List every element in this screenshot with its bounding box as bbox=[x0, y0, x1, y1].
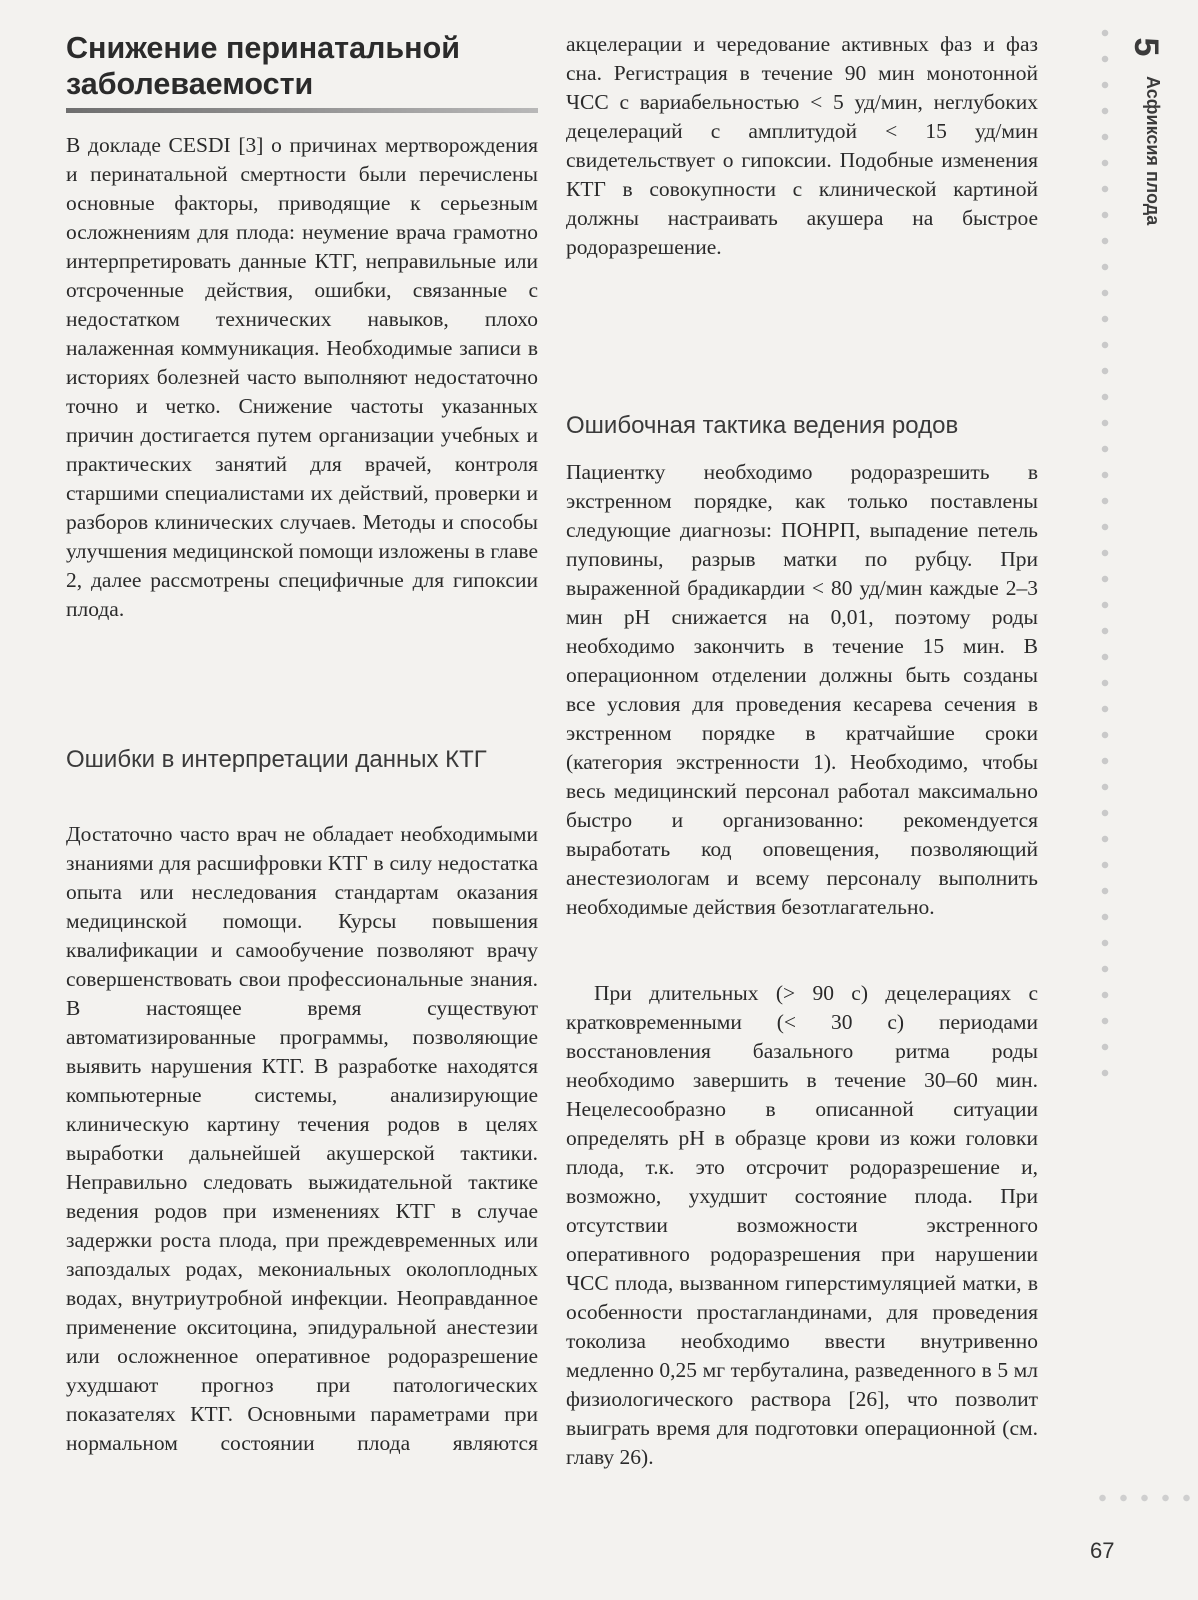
section-heading: Снижение перинатальной заболеваемости bbox=[66, 31, 460, 101]
paragraph-ktg-errors-continued: акцелерации и чередование активных фаз и фаз сна. Регистрация в течение 90 мин монотонной ЧСС с вариабельностью < 5 уд/мин, неглубоких децелераций с амплитудой < 15 уд/мин свидетельствует о гипоксии. Подобные изменения КТГ в совокупности с клинической картиной должны настраивать акушера на быстрое родоразрешение. bbox=[566, 32, 1038, 259]
paragraph-ktg-errors: Достаточно часто врач не обладает необходимыми знаниями для расшифровки КТГ в силу недостатка опыта или неследования стандартам оказания медицинской помощи. Курсы повышения квалификации и самообучение позволяют врачу совершенствовать свои профессиональные знания. В настоящее время существуют автоматизированные программы, позволяющие выявить нарушения КТГ. В разработке находятся компьютерные системы, анализирующие клиническую картину течения родов в целях выработки дальнейшей акушерской тактики. Неправильно следовать выжидательной тактике ведения родов при изменениях КТГ в случае задержки роста плода, при преждевременных или запоздалых родах, мекониальных околоплодных водах, внутриутробной инфекции. Неоправданное применение окситоцина, эпидуральной анестезии или осложненное оперативное родоразрешение ухудшают прогноз при патологических показателях КТГ. Основными параметрами при нормальном состоянии плода являются bbox=[66, 822, 538, 1455]
chapter-number: 5 bbox=[1127, 37, 1165, 57]
chapter-title: Асфиксия плода bbox=[1143, 76, 1163, 226]
paragraph-cesdi: В докладе CESDI [3] о причинах мертворождения и перинатальной смертности были перечислены основные факторы, приводящие к серьезным осложнениям для плода: неумение врача грамотно интерпретировать данные КТГ, неправильные или отсроченные действия, ошибки, связанные с недостатком технических навыков, плохо налаженная коммуникация. Необходимые записи в историях болезней часто выполняют недостаточно точно и четко. Снижение частоты указанных причин достигается путем организации учебных и практических занятий для врачей, контроля старшими специалистами их действий, проверки и разборов клинических случаев. Методы и способы улучшения медицинской помощи изложены в главе 2, далее рассмотрены специфичные для гипоксии плода. bbox=[66, 133, 538, 621]
paragraph-emergency-delivery: Пациентку необходимо родоразрешить в экстренном порядке, как только поставлены следующие диагнозы: ПОНРП, выпадение петель пуповины, разрыв матки по рубцу. При выраженной брадикардии < 80 уд/мин каждые 2–3 мин pH снижается на 0,01, поэтому роды необходимо закончить в течение 15 мин. В операционном отделении должны быть созданы все условия для проведения кесарева сечения в экстренном порядке в кратчайшие сроки (категория экстренности 1). Необходимо, чтобы весь медицинский персонал работал максимально быстро и организованно: рекомендуется выработать код оповещения, позволяющий анестезиологам и всему персоналу выполнить необходимые действия безотлагательно. bbox=[566, 460, 1038, 919]
margin-dots-decoration bbox=[1100, 20, 1110, 1080]
heading-rule bbox=[66, 108, 538, 113]
subheading-wrong-tactics: Ошибочная тактика ведения родов bbox=[566, 412, 959, 439]
paragraph-prolonged-decelerations: При длительных (> 90 с) децелерациях с кратковременными (< 30 с) периодами восстановления базального ритма роды необходимо завершить в течение 30–60 мин. Нецелесообразно в описанной ситуации определять pH в образце крови из кожи головки плода, т.к. это отсрочит родоразрешение и, возможно, ухудшит состояние плода. При отсутствии возможности экстренного оперативного родоразрешения при нарушении ЧСС плода, вызванном гиперстимуляцией матки, в особенности простагландинами, для проведения токолиза необходимо ввести внутривенно медленно 0,25 мг тербуталина, разведенного в 5 мл физиологического раствора [26], что позволит выиграть время для подготовки операционной (см. главу 26). bbox=[566, 981, 1038, 1469]
footer-dots-decoration bbox=[1092, 1493, 1198, 1503]
page-number: 67 bbox=[1090, 1538, 1115, 1563]
subheading-ktg-errors: Ошибки в интерпретации данных КТГ bbox=[66, 746, 487, 773]
